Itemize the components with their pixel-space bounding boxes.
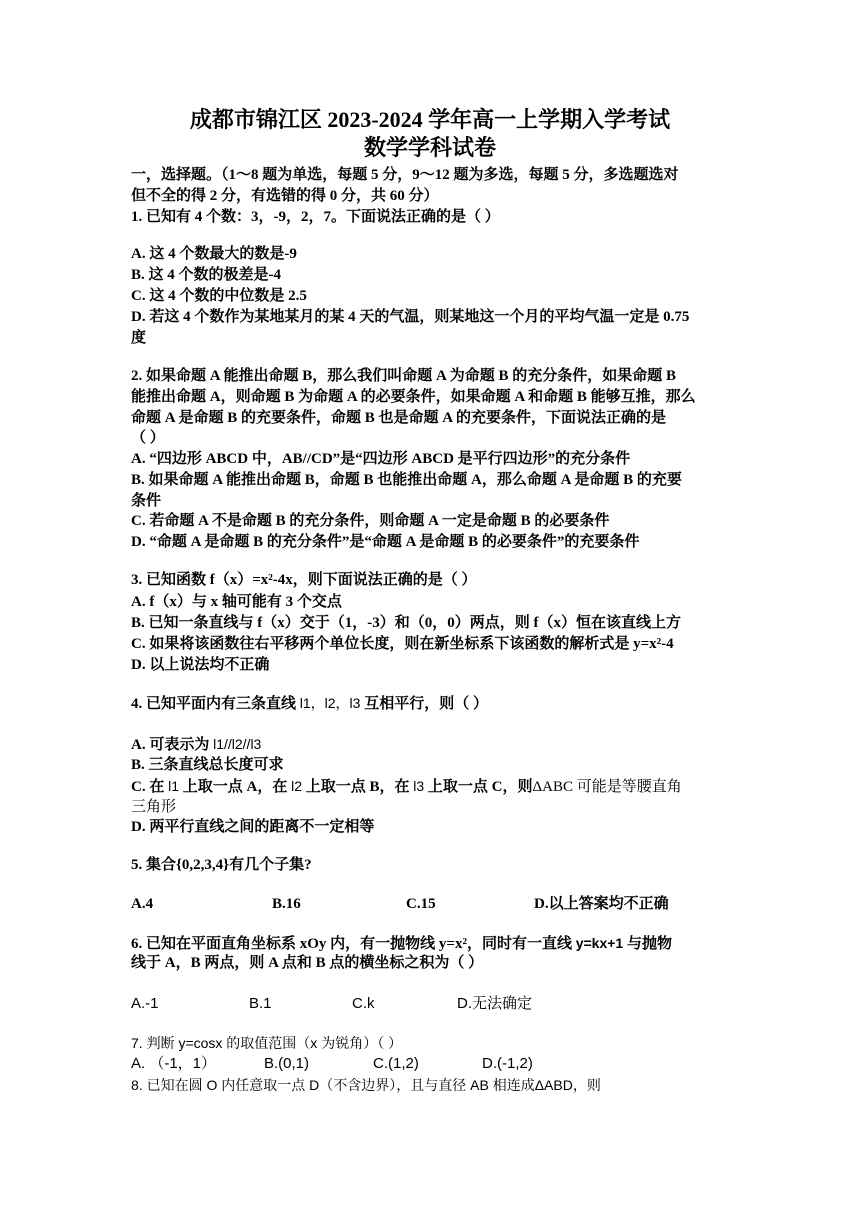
- question-7-option-c: C.(1,2): [373, 1055, 419, 1072]
- question-4-option-d: D. 两平行直线之间的距离不一定相等: [131, 819, 375, 835]
- question-4-option-a-text: A. 可表示为: [131, 737, 214, 753]
- question-6-stem-line2: 线于 A，B 两点，则 A 点和 B 点的横坐标之积为（ ）: [131, 955, 484, 971]
- question-5-option-b: B.16: [272, 896, 301, 912]
- question-4-option-c-mid2: 上取一点 B，在: [302, 779, 414, 795]
- question-1-option-c: C. 这 4 个数的中位数是 2.5: [131, 288, 307, 304]
- question-4-option-c-l3: l3: [413, 778, 425, 794]
- question-4-stem: [131, 693, 488, 714]
- question-6-option-a: A.-1: [131, 995, 159, 1012]
- exam-title: 成都市锦江区 2023-2024 学年高一上学期入学考试: [189, 107, 671, 132]
- question-2-option-b: B. 如果命题 A 能推出命题 B，命题 B 也能推出命题 A，那么命题 A 是命题 B 的充要: [131, 472, 682, 488]
- section-heading-line1: 一，选择题。（1～8 题为单选，每题 5 分，9～12 题为多选，每题 5 分，多选题选对: [131, 167, 679, 183]
- question-4-option-c-l2: l2: [291, 778, 302, 794]
- question-2-option-c: C. 若命题 A 不是命题 B 的充分条件，则命题 A 一定是命题 B 的必要条件: [131, 513, 610, 529]
- section-heading-line2: 但不全的得 2 分，有选错的得 0 分，共 60 分）: [131, 188, 439, 204]
- question-4-stem-text: 4. 已知平面内有三条直线: [131, 696, 300, 712]
- question-4-option-c-cont: 三角形: [131, 799, 177, 815]
- question-4-option-c-l1: l1: [168, 778, 179, 794]
- question-1-option-a: A. 这 4 个数最大的数是-9: [131, 246, 297, 262]
- question-2-stem-line3: 命题 A 是命题 B 的充要条件，命题 B 也是命题 A 的充要条件，下面说法正确的是: [131, 410, 667, 426]
- question-7-option-d: D.(-1,2): [482, 1055, 533, 1072]
- question-4-option-c-text: C. 在: [131, 779, 169, 795]
- question-8-stem: 8. 已知在圆 O 内任意取一点 D（不含边界），且与直径 AB 相连成ΔABD，则: [131, 1077, 601, 1093]
- question-5-option-a: A.4: [131, 896, 154, 912]
- question-5-option-c: C.15: [406, 896, 436, 912]
- question-4-option-a-lines: l1//l2//l3: [213, 736, 262, 752]
- question-4-stem-tail: 互相平行，则（ ）: [360, 696, 488, 712]
- question-4-option-c-tail: ΔABC 可能是等腰直角: [532, 779, 682, 795]
- question-2-stem-line4: （ ）: [131, 430, 165, 446]
- question-7-option-a: A. （-1，1）: [131, 1055, 217, 1072]
- question-2-option-b-cont: 条件: [131, 493, 162, 509]
- question-1-option-d: D. 若这 4 个数作为某地某月的某 4 天的气温，则某地这一个月的平均气温一定是 0.75: [131, 309, 690, 325]
- question-6-option-b: B.1: [249, 995, 272, 1012]
- question-3-option-c: C. 如果将该函数往右平移两个单位长度，则在新坐标系下该函数的解析式是 y=x²-4: [131, 636, 674, 652]
- question-6-stem-text: 6. 已知在平面直角坐标系 xOy 内，有一抛物线 y=x²，同时有一直线: [131, 936, 576, 952]
- question-5-stem: 5. 集合{0,2,3,4}有几个子集?: [131, 857, 312, 873]
- question-2-option-d: D. “命题 A 是命题 B 的充分条件”是“命题 A 是命题 B 的必要条件”的充要条件: [131, 534, 640, 550]
- question-3-stem: 3. 已知函数 f（x）=x²-4x，则下面说法正确的是（ ）: [131, 572, 477, 588]
- question-3-option-b: B. 已知一条直线与 f（x）交于（1，-3）和（0，0）两点，则 f（x）恒在该直线上方: [131, 615, 681, 631]
- question-2-option-a: A. “四边形 ABCD 中，AB//CD”是“四边形 ABCD 是平行四边形”的充分条件: [131, 451, 631, 467]
- question-6-stem-tail: 与抛物: [623, 936, 672, 952]
- question-1-option-d-cont: 度: [131, 330, 147, 346]
- question-4-option-b: B. 三条直线总长度可求: [131, 757, 284, 773]
- question-4-option-c-mid1: 上取一点 A，在: [179, 779, 292, 795]
- question-4-option-c-mid3: 上取一点 C，则: [424, 779, 533, 795]
- question-7-option-b: B.(0,1): [264, 1055, 310, 1072]
- question-1-option-b: B. 这 4 个数的极差是-4: [131, 267, 282, 283]
- question-6-option-c: C.k: [352, 995, 375, 1012]
- question-4-option-a: [131, 734, 261, 755]
- question-4-line-names: l1，l2，l3: [299, 695, 361, 711]
- question-1-stem: 1. 已知有 4 个数：3，-9，2，7。下面说法正确的是（ ）: [131, 209, 500, 225]
- question-4-option-c: [131, 776, 682, 797]
- question-6-line-equation: y=kx+1: [575, 935, 624, 951]
- question-2-stem-line2: 能推出命题 A，则命题 B 为命题 A 的必要条件，如果命题 A 和命题 B 能够互推，那么: [131, 389, 696, 405]
- question-5-option-d: D.以上答案均不正确: [534, 896, 669, 912]
- question-3-option-a: A. f（x）与 x 轴可能有 3 个交点: [131, 594, 342, 610]
- question-7-stem: 7. 判断 y=cosx 的取值范围（x 为锐角）（ ）: [131, 1035, 403, 1051]
- question-2-stem-line1: 2. 如果命题 A 能推出命题 B，那么我们叫命题 A 为命题 B 的充分条件，如果命题 B: [131, 368, 677, 384]
- exam-subtitle: 数学学科试卷: [363, 135, 496, 160]
- question-6-option-d: D.无法确定: [457, 995, 533, 1012]
- question-6-stem-line1: [131, 933, 672, 954]
- question-3-option-d: D. 以上说法均不正确: [131, 657, 270, 673]
